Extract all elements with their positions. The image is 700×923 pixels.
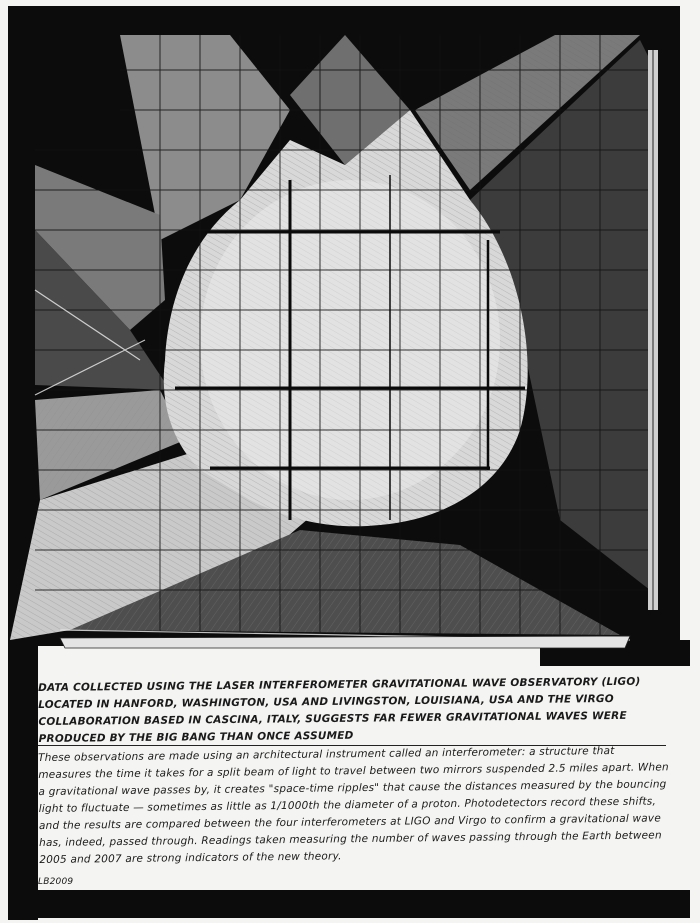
- black-left-band: [8, 640, 38, 920]
- black-bottom-band: [8, 890, 690, 918]
- central-glow: [200, 180, 500, 500]
- caption-headline: DATA COLLECTED USING THE LASER INTERFEROMETER GRAVITATIONAL WAVE OBSERVATORY (LIGO) LOCATED IN HANFORD, WASHINGTON, USA AND LIVINGSTON, LOUISIANA, USA AND THE VIRGO COLLABORATION BASED IN CASCINA, ITALY, SUGGESTS FAR FEWER GRAVITATIONAL WAVES WERE PRODUCED BY THE BIG BANG THAN ONCE ASSUMED: [38, 675, 641, 745]
- artist-signature: LB2009: [38, 877, 74, 887]
- bottom-ledge: [60, 636, 630, 648]
- caption-body: These observations are made using an architectural instrument called an interferometer: a structure that measures the time it takes for a split beam of light to travel between two mirrors suspended 2.5 miles apart. When a gravitational wave passes by, it creates "space-time ripples" that cause the distances measured by the bouncing light to fluctuate — sometimes as little as 1/1000th the diameter of a proton. Photodetectors record these shifts, and the results are compared between the four interferometers at LIGO and Virgo to confirm a gravitational wave has, indeed, passed through. Readings taken measuring the number of waves passing through the Earth between 2005 and 2007 are strong indicators of the new theory.: [38, 744, 669, 866]
